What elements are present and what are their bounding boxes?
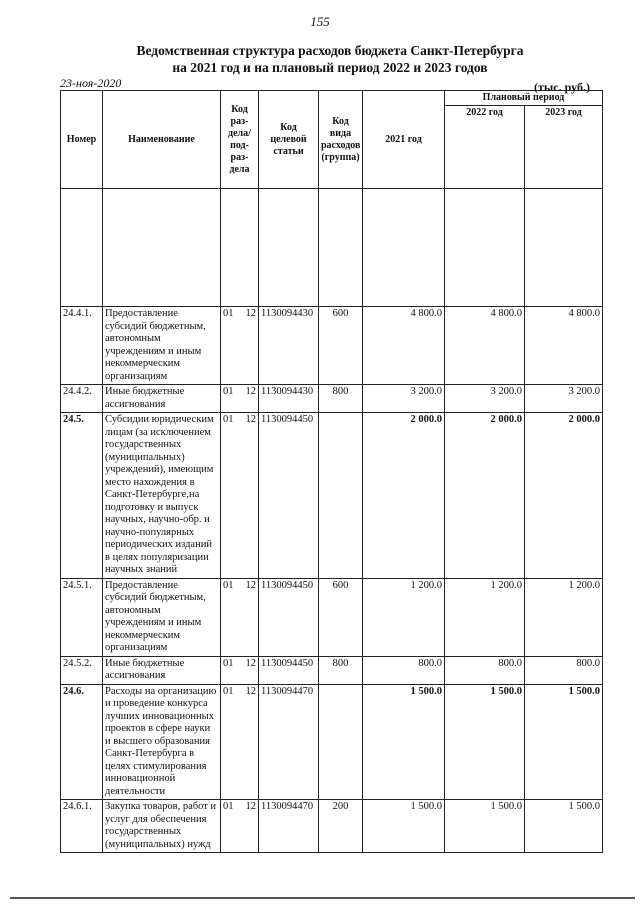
row-target-code: 1130094470 xyxy=(259,684,319,800)
table-row xyxy=(61,385,603,413)
document-date: 23-ноя-2020 xyxy=(60,76,122,90)
row-name: Расходы на организацию и проведение конкурса лучших инновационных проектов в сфере науки и высшего образования Санкт-Петербурга в целях стимулирования инновационной деятельности xyxy=(103,684,221,800)
row-section-code xyxy=(221,684,259,800)
table-row xyxy=(61,578,603,656)
row-value-2023: 3 200.0 xyxy=(525,385,603,413)
row-value-2022: 4 800.0 xyxy=(445,307,525,385)
row-value-2022: 1 200.0 xyxy=(445,578,525,656)
row-section-code xyxy=(221,413,259,579)
row-value-2022: 1 500.0 xyxy=(445,684,525,800)
row-number: 24.5.1. xyxy=(61,578,103,656)
header-type-code: Код вида расходов (группа) xyxy=(319,91,363,189)
header-target-code: Код целевой статьи xyxy=(259,91,319,189)
subsection-code: 12 xyxy=(245,685,256,697)
row-name: Закупка товаров, работ и услуг для обеспечения государственных (муниципальных) нужд xyxy=(103,800,221,853)
section-code: 01 xyxy=(223,414,234,425)
row-number: 24.5.2. xyxy=(61,656,103,684)
row-name: Иные бюджетные ассигнования xyxy=(103,656,221,684)
row-type-code: 600 xyxy=(319,578,363,656)
header-2022: 2022 год xyxy=(445,106,525,189)
row-target-code: 1130094450 xyxy=(259,578,319,656)
row-name: Субсидии юридическим лицам (за исключением государственных (муниципальных) учреждений), имеющим место нахождения в Санкт-Петербурге,на подготовку и выпуск научных, научно-обр. и научно-популярных периодических изданий в целях популяризации научных знаний xyxy=(103,413,221,579)
section-code: 01 xyxy=(223,657,234,669)
header-name: Наименование xyxy=(103,91,221,189)
header-number: Номер xyxy=(61,91,103,189)
subsection-code: 12 xyxy=(245,579,256,591)
subsection-code: 12 xyxy=(245,657,256,669)
row-type-code: 800 xyxy=(319,385,363,413)
subsection-code: 12 xyxy=(245,414,256,425)
row-value-2023: 1 500.0 xyxy=(525,800,603,853)
row-value-2023: 1 200.0 xyxy=(525,578,603,656)
row-section-code xyxy=(221,656,259,684)
row-value-2021: 1 200.0 xyxy=(363,578,445,656)
section-code: 01 xyxy=(223,801,234,812)
row-target-code: 1130094470 xyxy=(259,800,319,853)
row-value-2023: 1 500.0 xyxy=(525,684,603,800)
row-number: 24.6.1. xyxy=(61,800,103,853)
row-number: 24.6. xyxy=(61,684,103,800)
scan-edge-line xyxy=(10,897,635,899)
header-2021: 2021 год xyxy=(363,91,445,189)
row-section-code xyxy=(221,578,259,656)
row-value-2022: 3 200.0 xyxy=(445,385,525,413)
subsection-code: 12 xyxy=(245,308,256,319)
row-target-code: 1130094450 xyxy=(259,413,319,579)
units-label: (тыс. руб.) xyxy=(534,80,590,94)
title-line-1: Ведомственная структура расходов бюджета Санкт-Петербурга xyxy=(136,43,524,58)
row-value-2021: 800.0 xyxy=(363,656,445,684)
header-spacer-row xyxy=(61,189,603,307)
row-number: 24.4.2. xyxy=(61,385,103,413)
row-value-2021: 1 500.0 xyxy=(363,684,445,800)
row-type-code: 600 xyxy=(319,307,363,385)
page-number: 155 xyxy=(310,14,330,29)
row-name: Предоставление субсидий бюджетным, автономным учреждениям и иным некоммерческим организациям xyxy=(103,307,221,385)
row-name: Иные бюджетные ассигнования xyxy=(103,385,221,413)
section-code: 01 xyxy=(223,579,234,591)
row-value-2023: 4 800.0 xyxy=(525,307,603,385)
header-2023: 2023 год xyxy=(525,106,603,189)
row-section-code xyxy=(221,800,259,853)
table-row xyxy=(61,656,603,684)
row-name: Предоставление субсидий бюджетным, автономным учреждениям и иным некоммерческим организациям xyxy=(103,578,221,656)
table-body xyxy=(61,307,603,853)
budget-table xyxy=(60,90,603,853)
table-row xyxy=(61,413,603,579)
row-value-2022: 2 000.0 xyxy=(445,413,525,579)
row-type-code xyxy=(319,413,363,579)
subsection-code: 12 xyxy=(245,801,256,812)
row-value-2021: 2 000.0 xyxy=(363,413,445,579)
table-row xyxy=(61,307,603,385)
row-target-code: 1130094450 xyxy=(259,656,319,684)
row-value-2021: 3 200.0 xyxy=(363,385,445,413)
row-value-2023: 800.0 xyxy=(525,656,603,684)
row-number: 24.5. xyxy=(61,413,103,579)
row-value-2022: 1 500.0 xyxy=(445,800,525,853)
row-value-2021: 1 500.0 xyxy=(363,800,445,853)
section-code: 01 xyxy=(223,685,234,697)
section-code: 01 xyxy=(223,308,234,319)
row-type-code: 200 xyxy=(319,800,363,853)
row-target-code: 1130094430 xyxy=(259,307,319,385)
row-target-code: 1130094430 xyxy=(259,385,319,413)
row-type-code xyxy=(319,684,363,800)
table-row xyxy=(61,800,603,853)
row-section-code xyxy=(221,385,259,413)
header-planned-period: Плановый период xyxy=(445,91,603,106)
subsection-code: 12 xyxy=(245,386,256,397)
table-row xyxy=(61,684,603,800)
document-title xyxy=(60,42,600,76)
row-value-2022: 800.0 xyxy=(445,656,525,684)
row-value-2023: 2 000.0 xyxy=(525,413,603,579)
section-code: 01 xyxy=(223,386,234,397)
row-section-code xyxy=(221,307,259,385)
header-section-code: Код раз-дела/ под-раз-дела xyxy=(221,91,259,189)
title-line-2: на 2021 год и на плановый период 2022 и 2023 годов xyxy=(172,60,488,75)
row-value-2021: 4 800.0 xyxy=(363,307,445,385)
row-type-code: 800 xyxy=(319,656,363,684)
row-number: 24.4.1. xyxy=(61,307,103,385)
